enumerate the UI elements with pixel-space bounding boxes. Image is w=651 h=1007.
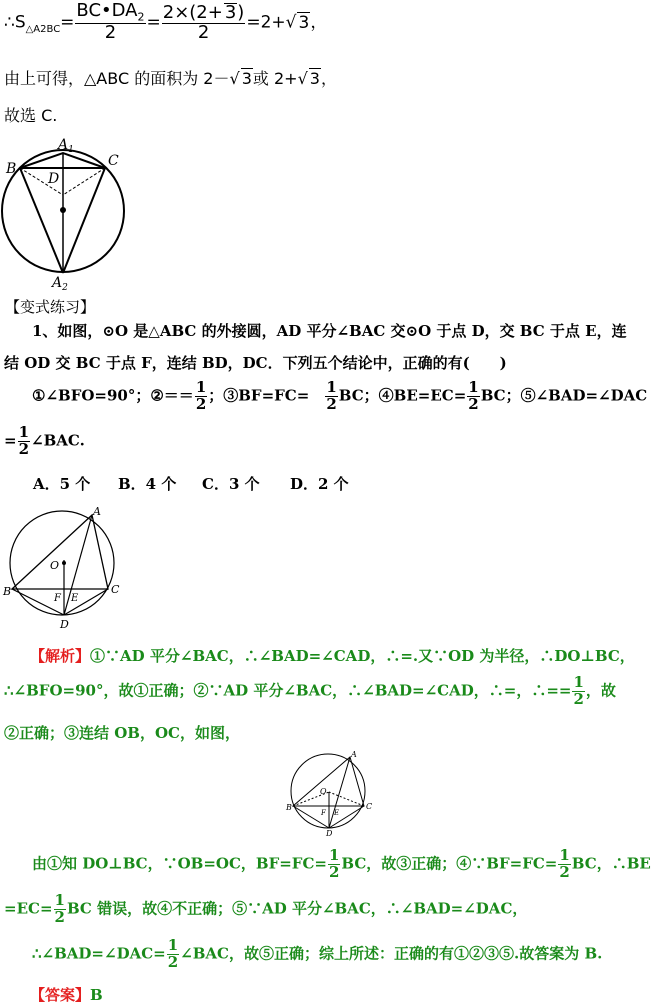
frac-num: 1 <box>54 891 65 909</box>
option-d[interactable]: D．2 个 <box>290 475 349 493</box>
frac-half <box>328 848 340 881</box>
figure-2-circle <box>0 500 130 630</box>
comma: ， <box>310 12 328 33</box>
frac-num: 1 <box>167 936 179 954</box>
solution-text: ∠BAC，故⑤正确；综上所述：正确的有①②③⑤.故答案为 B. <box>180 944 603 963</box>
frac-half <box>572 675 584 708</box>
option-c[interactable]: C．3 个 <box>202 475 260 493</box>
solution-line-5 <box>4 893 527 926</box>
question-line-2: 结 OD 交 BC 于点 F，连结 BD，DC．下列五个结论中，正确的有( ) <box>4 354 507 372</box>
frac-den: 2 <box>573 689 584 708</box>
equals-sign: = <box>146 12 161 33</box>
frac-den: 2 <box>104 22 117 44</box>
label-a2: $A_2$ <box>52 275 68 293</box>
figure-1-circle <box>0 135 140 293</box>
frac-half <box>195 380 207 413</box>
frac-half <box>467 380 479 413</box>
frac-half <box>167 938 179 971</box>
frac-num: 2×(2+ <box>162 1 223 23</box>
frac-num: 1 <box>326 378 337 396</box>
analysis-tag: 【解析】 <box>30 647 91 665</box>
solution-text: BC，故③正确；④∵BF=FC= <box>341 854 558 873</box>
answer-value: B <box>90 986 103 1004</box>
frac-den: 2 <box>167 952 179 971</box>
sqrt-3: 3 <box>241 69 252 88</box>
frac-den: 2 <box>18 439 30 458</box>
q-text: BC；④BE=EC= <box>338 386 467 405</box>
frac-den: 2 <box>328 862 340 881</box>
frac-num: 1 <box>195 378 207 396</box>
therefore-s: ∴S <box>4 12 26 33</box>
label-d: D <box>60 618 69 631</box>
answer-line <box>30 984 103 1005</box>
frac-den: 2 <box>468 394 479 413</box>
solution-text: BC，∴BE <box>571 854 651 873</box>
label-c: C <box>108 153 119 169</box>
label-o: O <box>50 559 60 572</box>
q-text: ①∠BFO=90°；②＝＝ <box>32 386 194 405</box>
section-title: 【变式练习】 <box>5 298 96 316</box>
option-a[interactable]: A．5 个 <box>33 475 91 493</box>
equals-sign: = <box>60 12 75 33</box>
frac-num: 1 <box>328 846 340 864</box>
figure-3-circle <box>282 748 377 838</box>
sqrt-3: 3 <box>309 69 320 88</box>
frac-den: 2 <box>54 907 65 926</box>
solution-line-2 <box>4 675 616 708</box>
label-c: C <box>111 583 120 596</box>
frac-half <box>54 893 66 926</box>
question-line-4 <box>4 425 85 458</box>
triangle-subscript: △A2BC <box>25 23 61 35</box>
frac-den: 2 <box>195 394 207 413</box>
solution-text: ①∵AD 平分∠BAC，∴∠BAD=∠CAD，∴=.又∵OD 为半径，∴DO⊥BC， <box>90 647 635 665</box>
label-b: B <box>6 161 17 177</box>
frac-den: 2 <box>197 21 210 43</box>
frac-half <box>325 380 337 413</box>
conclusion-or: 或 2+ <box>252 69 298 88</box>
label-b: B <box>286 803 292 812</box>
q-text: BC；⑤∠BAD=∠DAC <box>480 386 648 405</box>
frac-num: 1 <box>573 673 584 691</box>
sqrt-3: 3 <box>298 12 310 33</box>
center-point <box>62 561 66 565</box>
answer-tag: 【答案】 <box>30 986 91 1004</box>
frac-num: 1 <box>559 846 570 864</box>
label-a1: $A_1$ <box>58 137 74 155</box>
solution-text: =EC= <box>4 899 53 918</box>
solution-text: ∴∠BFO=90°，故①正确；②∵AD 平分∠BAC，∴∠BAD=∠CAD，∴=，∴== <box>4 681 572 700</box>
frac-num: 1 <box>468 378 479 396</box>
solution-line-1 <box>30 645 635 666</box>
fraction-bc-da <box>75 2 145 43</box>
frac-num: 1 <box>18 423 30 441</box>
solution-line-4 <box>32 848 651 881</box>
label-a: A <box>351 750 357 759</box>
label-a: A <box>93 505 101 518</box>
comma: ， <box>320 69 337 88</box>
center-point <box>60 207 66 213</box>
triangle-abc <box>12 515 108 589</box>
q-text: ∠BAC. <box>31 431 85 450</box>
frac-den: 2 <box>559 862 570 881</box>
label-o: O <box>320 787 327 796</box>
solution-line-6 <box>32 938 602 971</box>
label-d: D <box>48 171 60 187</box>
q-text: ；③BF=FC= <box>208 386 325 405</box>
area-formula-line: $\therefore S_{\triangle A2BC}=$ $\frac{BC•DA_2}{2}$ = $\frac{2\times(2+ 3)}{2}$ =2+√ 3， <box>4 0 328 44</box>
area-conclusion: 由上可得，△ABC 的面积为 2－√ 3或 2+√ 3， <box>4 69 337 88</box>
solution-text: ∴∠BAD=∠DAC= <box>32 944 166 963</box>
label-d: D <box>326 829 333 838</box>
sqrt-3: 3 <box>224 1 237 23</box>
label-e: E <box>334 809 340 817</box>
fraction-2x <box>162 3 246 43</box>
label-f: F <box>321 809 326 817</box>
question-line-1: 1、如图，⊙O 是△ABC 的外接圆，AD 平分∠BAC 交⊙O 于点 D，交 BC 于点 E，连 <box>32 322 627 340</box>
solution-line-3: ②正确；③连结 OB，OC，如图， <box>4 724 240 742</box>
frac-half <box>18 425 30 458</box>
choose-c: 故选 C. <box>4 106 58 125</box>
option-b[interactable]: B．4 个 <box>118 475 177 493</box>
line-c-a2 <box>63 168 105 273</box>
solution-text: ，故 <box>585 681 616 700</box>
dashed-o-c <box>329 792 364 806</box>
label-e: E <box>71 593 79 604</box>
frac-num-close: ) <box>237 1 245 23</box>
label-c: C <box>366 802 373 811</box>
label-b: B <box>3 585 12 598</box>
question-line-3 <box>32 380 647 413</box>
conclusion-text: 由上可得，△ABC 的面积为 2－ <box>4 69 230 88</box>
result-prefix: =2+ <box>246 12 286 33</box>
solution-text: 由①知 DO⊥BC，∵OB=OC，BF=FC= <box>32 854 327 873</box>
label-f: F <box>54 593 61 604</box>
solution-text: BC 错误，故④不正确；⑤∵AD 平分∠BAC，∴∠BAD=∠DAC， <box>66 899 528 918</box>
frac-den: 2 <box>326 394 337 413</box>
circle <box>291 754 365 828</box>
frac-num: BC•DA <box>76 0 138 21</box>
q-text: = <box>4 431 17 450</box>
frac-half <box>558 848 570 881</box>
frac-num-sub: 2 <box>137 10 145 24</box>
